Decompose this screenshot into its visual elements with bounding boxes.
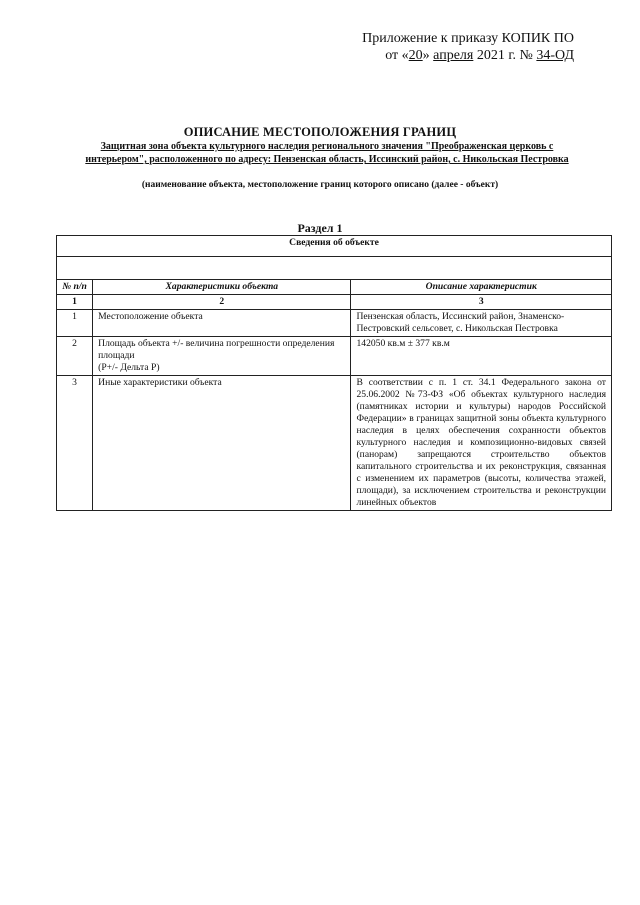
appendix-line2 <box>314 47 574 64</box>
appendix-year: 2021 г. № <box>473 48 537 63</box>
row-number: 1 <box>57 310 93 337</box>
appendix-line1: Приложение к приказу КОПИК ПО <box>362 31 574 46</box>
object-info-table <box>56 235 612 511</box>
table-spacer-row <box>57 257 612 280</box>
appendix-mid: » <box>422 48 434 63</box>
row-number: 3 <box>57 376 93 511</box>
document-title: ОПИСАНИЕ МЕСТОПОЛОЖЕНИЯ ГРАНИЦ <box>183 125 457 139</box>
row-characteristic: Площадь объекта +/- величина погрешности определения площади <box>98 338 335 361</box>
table-header-row <box>57 280 612 295</box>
header-description: Описание характеристик <box>351 280 612 295</box>
row-description: Пензенская область, Иссинский район, Знаменско-Пестровский сельсовет, с. Никольская Пестровка <box>351 310 612 337</box>
header-characteristic: Характеристики объекта <box>93 280 351 295</box>
row-description: 142050 кв.м ± 377 кв.м <box>351 337 612 376</box>
row-characteristic: Иные характеристики объекта <box>93 376 351 511</box>
column-number-1: 1 <box>57 295 93 310</box>
zone-description: Защитная зона объекта культурного наследия регионального значения "Преображенская церковь с интерьером", расположенного по адресу: Пензенская область, Иссинский район, с. Никольская Пестровка <box>85 141 569 165</box>
appendix-day: 20 <box>408 48 423 63</box>
table-column-numbers-row <box>57 295 612 310</box>
table-spacer-cell <box>57 257 612 280</box>
row-characteristic-formula: (Р+/- Дельта Р) <box>98 362 160 373</box>
table-title-row <box>57 236 612 257</box>
row-description: В соответствии с п. 1 ст. 34.1 Федерального закона от 25.06.2002 №73-ФЗ «Об объектах культурного наследия (памятниках истории и культуры) народов Российской Федерации» в границах защитной зоны объекта культурного наследия в целях обеспечения сохранности объектов культурного наследия и композиционно-видовых связей (панорам) запрещаются строительство объектов капитального строительства и их реконструкция, связанная с изменением их параметров (высоты, количества этажей, площади), за исключением строительства и реконструкции линейных объектов <box>351 376 612 511</box>
row-number: 2 <box>57 337 93 376</box>
column-number-2: 2 <box>93 295 351 310</box>
object-caption: (наименование объекта, местоположение границ которого описано (далее - объект) <box>141 180 499 190</box>
column-number-3: 3 <box>351 295 612 310</box>
table-row <box>57 337 612 376</box>
row-characteristic-cell <box>93 337 351 376</box>
header-number: № п/п <box>57 280 93 295</box>
appendix-header <box>314 30 574 64</box>
table-title: Сведения об объекте <box>57 236 612 257</box>
row-characteristic: Местоположение объекта <box>93 310 351 337</box>
table-row <box>57 310 612 337</box>
appendix-prefix: от « <box>385 48 409 63</box>
appendix-month: апреля <box>433 48 474 63</box>
appendix-number: 34-ОД <box>536 48 574 63</box>
table-row <box>57 376 612 511</box>
section-title: Раздел 1 <box>297 221 343 235</box>
